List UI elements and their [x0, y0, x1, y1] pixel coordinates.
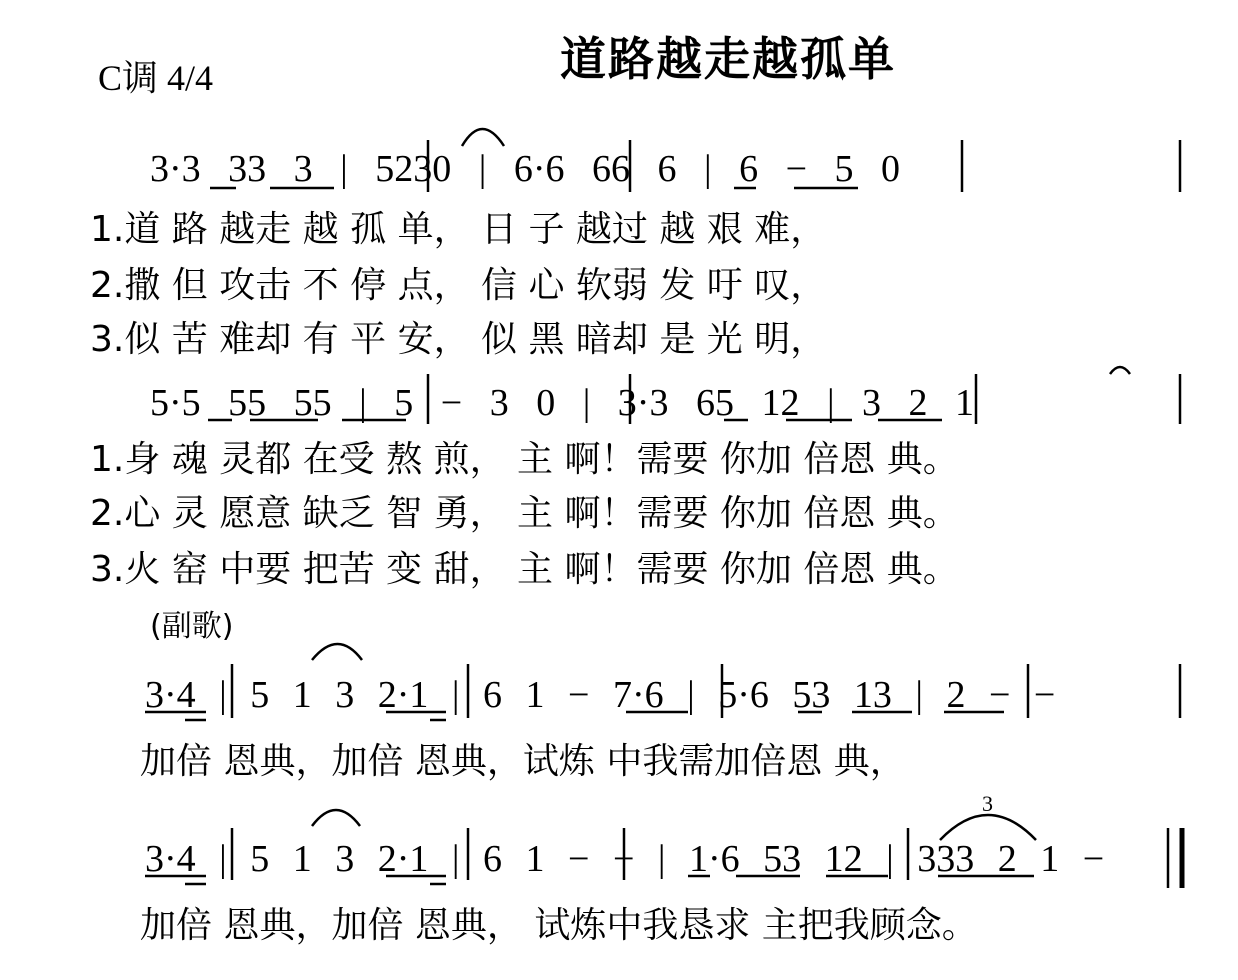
triplet-number: 3: [982, 791, 993, 816]
lyric-verse-2-line-1: 2.撒 但 攻击 不 停 点， 信 心 软弱 发 吁 叹，: [90, 265, 827, 306]
notes-line-2: 5·5 55 55 | 5 − 3 0 | 3·3 65 12 | 3 2 1: [150, 382, 975, 424]
lyric-verse-1-line-2: 1.身 魂 灵都 在受 熬 煎， 主 啊！需要 你加 倍恩 典。: [90, 439, 959, 480]
key-signature: C调 4/4: [98, 58, 214, 98]
notes-line-3: 3·4 | 5 1 3 2·1 | 6 1 − 7·6 | 5·6 53 13 | 2 − −: [145, 674, 1056, 716]
notes-line-1: 3·3 33 3 | 5230 | 6·6 66 6 | 6 − 5 0: [150, 148, 901, 190]
notes-line-4: 3·4 | 5 1 3 2·1 | 6 1 − − | 1·6 53 12 | 333 2 1 −: [145, 838, 1105, 880]
page-title: 道路越走越孤单: [560, 32, 896, 86]
chorus-lyric-line-1: 加倍 恩典，加倍 恩典，试炼 中我需加倍恩 典，: [140, 741, 906, 782]
lyric-verse-3-line-2: 3.火 窑 中要 把苦 变 甜， 主 啊！需要 你加 倍恩 典。: [90, 549, 959, 590]
lyric-verse-3-line-1: 3.似 苦 难却 有 平 安， 似 黑 暗却 是 光 明，: [90, 319, 827, 360]
lyric-verse-1-line-1: 1.道 路 越走 越 孤 单， 日 子 越过 越 艰 难，: [90, 209, 827, 250]
chorus-label: (副歌): [150, 609, 234, 644]
lyric-verse-2-line-2: 2.心 灵 愿意 缺乏 智 勇， 主 啊！需要 你加 倍恩 典。: [90, 493, 959, 534]
chorus-lyric-line-2: 加倍 恩典，加倍 恩典， 试炼中我恳求 主把我顾念。: [140, 905, 978, 946]
